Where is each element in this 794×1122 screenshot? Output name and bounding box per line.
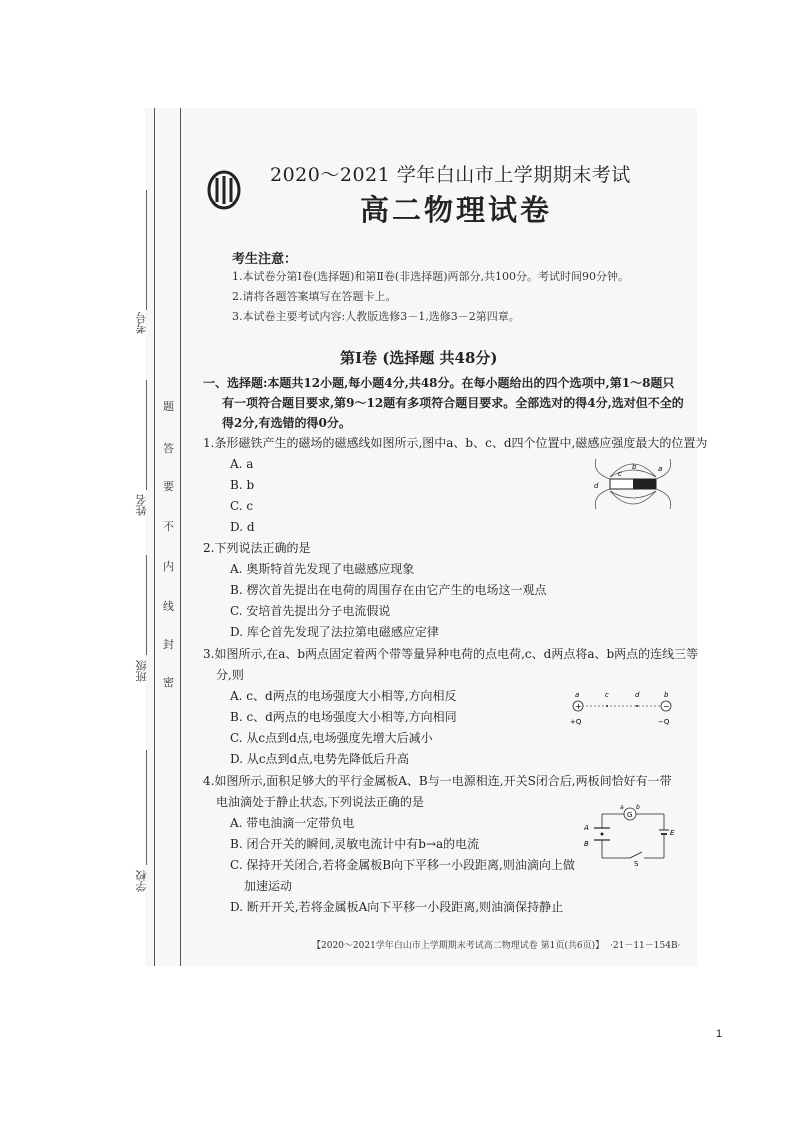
answer-option: A. a (230, 457, 254, 471)
notice-item: 3.本试卷主要考试内容:人教版选修3－1,选修3－2第四章。 (232, 310, 520, 323)
magnet-point-label: d (594, 482, 599, 490)
notice-item: 2.请将各题答案填写在答题卡上。 (232, 290, 397, 303)
exam-number-blank (146, 190, 147, 310)
charge-label: −Q (658, 718, 670, 726)
name-blank (146, 380, 147, 490)
answer-option: B. b (230, 478, 255, 492)
question-stem: 分,则 (216, 668, 244, 682)
magnet-point-label: c (618, 470, 622, 478)
charge-sign: + (575, 702, 582, 711)
class-blank (146, 555, 147, 655)
seal-char: 线 (163, 600, 174, 613)
school-label: 学校 (135, 870, 148, 892)
seal-char: 题 (163, 400, 174, 413)
answer-option: A. 带电油滴一定带负电 (230, 816, 355, 830)
paper-code: ·21－11－154B· (610, 941, 681, 951)
section-instructions: 得2分,有选错的得0分。 (222, 416, 351, 430)
school-blank (146, 750, 147, 865)
name-label: 姓名 (135, 494, 148, 516)
seal-char: 答 (163, 442, 174, 455)
exam-title: 2020～2021 学年白山市上学期期末考试 (270, 164, 631, 186)
charge-point-label: b (664, 691, 669, 699)
question-stem: 2.下列说法正确的是 (203, 541, 311, 555)
seal-char: 不 (163, 520, 174, 533)
answer-option: A. c、d两点的电场强度大小相等,方向相反 (230, 689, 457, 703)
point-charges-figure (566, 689, 678, 729)
circuit-label: G (627, 811, 633, 819)
answer-option: D. 库仑首先发现了法拉第电磁感应定律 (230, 625, 439, 639)
magnet-field-figure (588, 455, 678, 513)
question-stem: 3.如图所示,在a、b两点固定着两个带等量异种电荷的点电荷,c、d两点将a、b两点的连线三等 (203, 647, 699, 661)
exam-number-label: 考号 (135, 312, 148, 334)
seal-char: 要 (163, 480, 174, 493)
circuit-label: A (584, 824, 589, 832)
seal-char: 密 (163, 676, 174, 689)
charge-label: +Q (570, 718, 582, 726)
question-stem: 电油滴处于静止状态,下列说法正确的是 (216, 795, 424, 809)
answer-option: C. c (230, 499, 254, 513)
section-instructions: 一、选择题:本题共12小题,每小题4分,共48分。在每小题给出的四个选项中,第1～8题只 (203, 376, 675, 390)
magnet-point-label: b (632, 463, 637, 471)
answer-option: B. 楞次首先提出在电荷的周围存在由它产生的电场这一观点 (230, 583, 547, 597)
binding-line-inner (180, 108, 181, 966)
charge-point-label: c (605, 691, 609, 699)
seal-char: 封 (163, 638, 174, 651)
answer-option: D. 断开开关,若将金属板A向下平移一小段距离,则油滴保持静止 (230, 900, 564, 914)
seal-char: 内 (163, 560, 174, 573)
circuit-figure (580, 800, 680, 870)
publisher-logo (206, 170, 242, 210)
notice-title: 考生注意： (232, 252, 298, 267)
circuit-label: S (634, 860, 639, 868)
charge-point-label: d (635, 691, 640, 699)
answer-option: C. 保持开关闭合,若将金属板B向下平移一小段距离,则油滴向上做 (230, 858, 575, 872)
notice-item: 1.本试卷分第Ⅰ卷(选择题)和第Ⅱ卷(非选择题)两部分,共100分。考试时间90分钟。 (232, 270, 629, 283)
charge-point-label: a (575, 691, 580, 699)
binding-line-outer (154, 108, 155, 966)
page-number: 1 (716, 1028, 723, 1040)
question-stem: 1.条形磁铁产生的磁场的磁感线如图所示,图中a、b、c、d四个位置中,磁感应强度最大的位置为 (203, 436, 708, 450)
charge-sign: − (663, 702, 670, 711)
answer-option: D. d (230, 520, 255, 534)
circuit-label: b (636, 804, 640, 811)
answer-option: B. 闭合开关的瞬间,灵敏电流计中有b→a的电流 (230, 837, 480, 851)
answer-option: D. 从c点到d点,电势先降低后升高 (230, 752, 410, 766)
answer-option: A. 奥斯特首先发现了电磁感应现象 (230, 562, 415, 576)
part1-title: 第Ⅰ卷 (选择题 共48分) (340, 349, 498, 367)
answer-option: 加速运动 (244, 879, 293, 893)
answer-option: C. 安培首先提出分子电流假说 (230, 604, 391, 618)
question-stem: 4.如图所示,面积足够大的平行金属板A、B与一电源相连,开关S闭合后,两板间恰好有一带 (203, 774, 672, 788)
circuit-label: B (584, 840, 589, 848)
circuit-label: E (670, 829, 675, 837)
answer-option: C. 从c点到d点,电场强度先增大后减小 (230, 731, 433, 745)
paper-title: 高二物理试卷 (360, 193, 553, 227)
class-label: 班级 (135, 660, 148, 682)
answer-option: B. c、d两点的电场强度大小相等,方向相同 (230, 710, 457, 724)
section-instructions: 有一项符合题目要求,第9～12题有多项符合题目要求。全部选对的得4分,选对但不全的 (222, 396, 684, 410)
magnet-point-label: a (658, 465, 663, 473)
page-footer: 【2020～2021学年白山市上学期期末考试高二物理试卷 第1页(共6页)】 (312, 941, 605, 951)
circuit-label: a (620, 804, 624, 811)
